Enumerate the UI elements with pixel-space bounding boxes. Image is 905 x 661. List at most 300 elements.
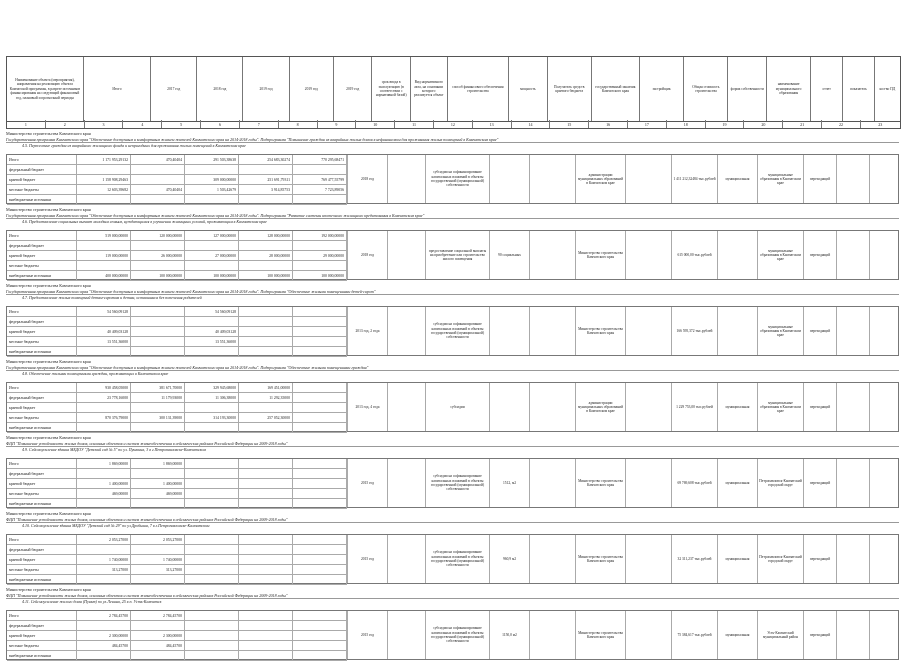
row-value: 254 683,30274: [239, 155, 293, 164]
attr-method: субсидии на софинансирование капитальных вложений в объекты государственной (муниципальной) собственности: [425, 459, 489, 507]
row-value: 769 477,55799: [293, 175, 347, 184]
column-number: 10: [356, 120, 395, 128]
row-label: краевой бюджет: [7, 555, 77, 564]
attr-empty: [869, 155, 895, 203]
row-value: [77, 165, 131, 174]
table-row: [7, 393, 347, 403]
row-value: [293, 565, 347, 574]
section-title: Министерство строительства Камчатского края: [6, 359, 91, 364]
row-value: [185, 261, 239, 270]
attr-empty: [625, 231, 671, 279]
table-row: [7, 575, 347, 585]
row-value: [185, 469, 239, 478]
row-label: краевой бюджет: [7, 631, 77, 640]
column-number: 12: [434, 120, 473, 128]
row-value: 100 000,00000: [293, 271, 347, 280]
column-number: 22: [822, 120, 861, 128]
attr-capacity: 960,9 м2: [489, 535, 529, 583]
header-col-total: Итого: [84, 57, 151, 121]
row-value: [293, 611, 347, 620]
attr-year: 2015 год: [347, 459, 387, 507]
row-value: [293, 423, 347, 432]
table-row: [7, 155, 347, 165]
row-value: [239, 195, 293, 204]
row-value: [239, 469, 293, 478]
column-number: 7: [240, 120, 279, 128]
row-value: 2 053,27000: [131, 535, 185, 544]
financing-rows: [7, 307, 347, 357]
program-title: ФЦП "Повышение устойчивости жилых домов, основных объектов и систем жизнеобеспечения в сейсмических районах Российской Федерации на 2009-2018 годы": [6, 593, 899, 599]
row-value: 1 503,42679: [185, 185, 239, 194]
row-value: 128 000,00000: [239, 231, 293, 240]
row-value: 29 000,00000: [293, 251, 347, 260]
financing-rows: [7, 611, 347, 661]
attr-empty: [836, 611, 869, 659]
row-value: 469,00000: [77, 489, 131, 498]
item-title: 4.6. Предоставление социальных выплат молодым семьям, нуждающимся в улучшении жилищных условий, проживающим в Камчатском крае: [22, 219, 267, 224]
row-value: [185, 555, 239, 564]
row-value: 381 671,70000: [131, 383, 185, 392]
attr-form: [717, 307, 757, 355]
attr-capacity: 1150,0 м2: [489, 611, 529, 659]
table-row: [7, 403, 347, 413]
row-value: 470,40404: [131, 155, 185, 164]
table-row: [7, 499, 347, 509]
row-value: [77, 651, 131, 660]
table-row: [7, 185, 347, 195]
column-number: 15: [550, 120, 589, 128]
row-value: [239, 499, 293, 508]
attr-empty: [529, 383, 575, 431]
program-title: Государственная программа Камчатского края "Обеспечение доступным и комфортным жильем жителей Камчатского края на 2014-2018 годы". Подпрограмма "Развитие системы ипотечного жилищного кредитования в Камчатском крае": [6, 213, 899, 219]
attr-capacity: 90 социальных: [489, 231, 529, 279]
header-col-2019b: 2019 год: [290, 57, 334, 121]
row-value: [185, 651, 239, 660]
row-value: [131, 651, 185, 660]
row-value: [185, 165, 239, 174]
row-value: 127 000,00000: [185, 231, 239, 240]
row-value: 329 945,68000: [185, 383, 239, 392]
row-label: Итого: [7, 307, 77, 316]
row-value: [239, 327, 293, 336]
program-title: ФЦП "Повышение устойчивости жилых домов, основных объектов и систем жизнеобеспечения в сейсмических районах Российской Федерации на 2009-2018 годы": [6, 441, 899, 447]
row-value: [239, 575, 293, 584]
row-value: 519 000,00000: [77, 231, 131, 240]
attr-extra: переходящий: [803, 535, 836, 583]
table-row: [7, 469, 347, 479]
row-value: 300 131,39000: [131, 413, 185, 422]
table-row: [7, 459, 347, 469]
attr-empty: [529, 535, 575, 583]
attr-empty: [529, 307, 575, 355]
attr-method: субсидии на софинансирование капитальных вложений в объекты государственной (муниципальной) собственности: [425, 535, 489, 583]
row-value: 27 000,00000: [185, 251, 239, 260]
financing-block: [6, 458, 899, 508]
row-value: 3 914,85753: [239, 185, 293, 194]
row-value: [239, 611, 293, 620]
row-value: [293, 641, 347, 650]
column-number-row: [6, 120, 901, 129]
column-number: 3: [85, 120, 124, 128]
attr-extra: переходящий: [803, 383, 836, 431]
column-number: 20: [744, 120, 783, 128]
row-value: 12 603,39682: [77, 185, 131, 194]
row-value: [293, 651, 347, 660]
row-value: 2 300,00000: [131, 631, 185, 640]
attr-muni: муниципальные образования в Камчатском крае: [757, 231, 803, 279]
header-col-deadline: срок ввода в эксплуатацию (в соответствии с нормативной базой): [372, 57, 411, 121]
row-value: [293, 545, 347, 554]
attr-customer: Министерство строительства Камчатского края: [575, 611, 625, 659]
row-value: [131, 261, 185, 270]
row-value: [185, 241, 239, 250]
attr-empty: [869, 231, 895, 279]
row-label: краевой бюджет: [7, 479, 77, 488]
row-value: 1 171 953,29132: [77, 155, 131, 164]
table-row: [7, 347, 347, 357]
row-value: [77, 423, 131, 432]
attr-customer: администрации муниципальных образований в Камчатском крае: [575, 383, 625, 431]
attr-method: субсидии на софинансирование капитальных вложений в объекты государственной (муниципальной) собственности: [425, 155, 489, 203]
program-title: ФЦП "Повышение устойчивости жилых домов, основных объектов и систем жизнеобеспечения в сейсмических районах Российской Федерации на 2009-2018 годы": [6, 517, 899, 523]
row-value: [293, 499, 347, 508]
table-row: [7, 261, 347, 271]
attr-empty: [836, 307, 869, 355]
attr-muni: муниципальные образования в Камчатском крае: [757, 307, 803, 355]
column-number: 17: [628, 120, 667, 128]
row-value: [185, 545, 239, 554]
attr-capacity: [489, 155, 529, 203]
attr-empty: [836, 383, 869, 431]
attr-empty: [387, 155, 425, 203]
row-label: Итого: [7, 611, 77, 620]
row-value: [239, 347, 293, 356]
row-value: [293, 459, 347, 468]
table-row: [7, 423, 347, 433]
row-value: [185, 641, 239, 650]
row-value: 26 000,00000: [131, 251, 185, 260]
attr-muni: муниципальные образования в Камчатском крае: [757, 383, 803, 431]
attr-year: 2018 год: [347, 231, 387, 279]
attr-empty: [869, 611, 895, 659]
attr-cost: 615 000,00 тыс.рублей: [671, 231, 717, 279]
row-value: [239, 631, 293, 640]
column-number: 4: [123, 120, 162, 128]
row-value: 1 400,00000: [131, 479, 185, 488]
row-value: 23 778,16000: [77, 393, 131, 402]
row-value: [185, 499, 239, 508]
table-row: [7, 327, 347, 337]
row-value: [239, 261, 293, 270]
attr-extra: переходящий: [803, 459, 836, 507]
column-number: 18: [667, 120, 706, 128]
row-value: [131, 575, 185, 584]
row-value: 1 869,00000: [77, 459, 131, 468]
row-value: [293, 479, 347, 488]
row-label: Итого: [7, 383, 77, 392]
section-title: Министерство строительства Камчатского края: [6, 511, 91, 516]
attr-extra: переходящий: [803, 155, 836, 203]
attr-muni: муниципальные образования в Камчатском крае: [757, 155, 803, 203]
section-title: Министерство строительства Камчатского края: [6, 587, 91, 592]
row-value: 291 503,38638: [185, 155, 239, 164]
row-value: [77, 545, 131, 554]
attr-customer: Министерство строительства Камчатского края: [575, 459, 625, 507]
row-value: 470,40404: [131, 185, 185, 194]
table-row: [7, 489, 347, 499]
row-value: [77, 241, 131, 250]
row-label: краевой бюджет: [7, 403, 77, 412]
attr-year: 2018 год: [347, 155, 387, 203]
attr-year: 2013 год, 4 года: [347, 383, 387, 431]
row-value: [185, 611, 239, 620]
attr-empty: [387, 231, 425, 279]
row-value: [293, 317, 347, 326]
financing-rows: [7, 535, 347, 585]
row-label: федеральный бюджет: [7, 545, 77, 554]
row-value: [185, 479, 239, 488]
attr-customer: Министерство строительства Камчатского края: [575, 307, 625, 355]
row-value: [131, 175, 185, 184]
attr-empty: [869, 383, 895, 431]
attr-cost: 1 229 753,00 тыс.рублей: [671, 383, 717, 431]
header-col-extra2: показатель: [843, 57, 875, 121]
attr-extra: переходящий: [803, 231, 836, 279]
table-row: [7, 337, 347, 347]
attr-empty: [625, 155, 671, 203]
attr-empty: [625, 383, 671, 431]
row-value: 40 409,03128: [185, 327, 239, 336]
row-value: 2 053,27000: [77, 535, 131, 544]
row-label: краевой бюджет: [7, 327, 77, 336]
row-value: [77, 469, 131, 478]
row-value: 770 295,68471: [293, 155, 347, 164]
row-value: 2 784,45700: [77, 611, 131, 620]
table-row: [7, 383, 347, 393]
attr-year: 2015 год: [347, 535, 387, 583]
row-value: [239, 307, 293, 316]
row-label: федеральный бюджет: [7, 393, 77, 402]
row-label: внебюджетные источники: [7, 575, 77, 584]
attr-form: [717, 231, 757, 279]
row-value: [293, 327, 347, 336]
financing-block: [6, 534, 899, 584]
section-title: Министерство строительства Камчатского края: [6, 207, 91, 212]
header-col-2019c: 2019 год: [334, 57, 373, 121]
row-value: [131, 469, 185, 478]
row-value: [185, 403, 239, 412]
header-col-name: Наименование объекта (мероприятия), направления на реализацию объекта Камчатской программы, в разрезе источников финансирования на следующий финансовый год, плановый и прогнозный периоды: [7, 57, 84, 121]
financing-block: [6, 154, 899, 204]
row-label: местные бюджеты: [7, 565, 77, 574]
program-title: Государственная программа Камчатского края "Обеспечение доступным и комфортным жильем жителей Камчатского края на 2014-2018 годы". Подпрограмма "Обеспечение жилыми помещениями детей-сирот": [6, 289, 899, 295]
row-label: федеральный бюджет: [7, 241, 77, 250]
header-col-recipient: Получатель средств краевого бюджета: [548, 57, 592, 121]
attr-empty: [836, 155, 869, 203]
row-label: местные бюджеты: [7, 489, 77, 498]
row-value: [293, 413, 347, 422]
table-row: [7, 621, 347, 631]
row-value: 119 000,00000: [77, 251, 131, 260]
object-attributes: [347, 459, 898, 507]
row-value: [239, 423, 293, 432]
row-value: 54 560,09128: [185, 307, 239, 316]
row-value: [239, 545, 293, 554]
financing-rows: [7, 459, 347, 509]
row-label: местные бюджеты: [7, 413, 77, 422]
row-value: [131, 347, 185, 356]
column-number: 5: [162, 120, 201, 128]
row-value: [293, 261, 347, 270]
row-value: [131, 337, 185, 346]
row-value: [131, 423, 185, 432]
row-value: [293, 337, 347, 346]
table-row: [7, 195, 347, 205]
row-value: [185, 459, 239, 468]
row-value: 100 000,00000: [239, 271, 293, 280]
column-number: 6: [201, 120, 240, 128]
row-value: [239, 621, 293, 630]
row-label: Итого: [7, 535, 77, 544]
header-col-dev: застройщик: [640, 57, 684, 121]
row-value: 2 300,00000: [77, 631, 131, 640]
row-value: [239, 403, 293, 412]
financing-rows: [7, 155, 347, 205]
column-number: 1: [7, 120, 46, 128]
row-value: [239, 489, 293, 498]
attr-empty: [836, 535, 869, 583]
row-label: внебюджетные источники: [7, 499, 77, 508]
row-value: [185, 423, 239, 432]
column-number: 13: [473, 120, 512, 128]
financing-rows: [7, 231, 347, 281]
attr-customer: администрации муниципальных образований в Камчатском крае: [575, 155, 625, 203]
object-attributes: [347, 231, 898, 279]
row-label: федеральный бюджет: [7, 621, 77, 630]
table-row: [7, 241, 347, 251]
attr-empty: [625, 535, 671, 583]
table-row: [7, 611, 347, 621]
row-value: [131, 403, 185, 412]
section-title: Министерство строительства Камчатского края: [6, 435, 91, 440]
row-value: [293, 347, 347, 356]
object-attributes: [347, 535, 898, 583]
header-col-2019: 2019 год: [243, 57, 289, 121]
row-value: [239, 337, 293, 346]
item-title: 4.11. Сейсмоусиление жилого дома (Пункт) по ул.Ленина, 25 в п. Усть-Камчатск: [22, 599, 162, 604]
row-value: 313,27000: [131, 565, 185, 574]
attr-empty: [625, 611, 671, 659]
program-title: Государственная программа Камчатского края "Обеспечение доступным и комфортным жильем жителей Камчатского края на 2014-2018 годы". Подпрограмма "Обеспечение жилыми помещениями граждан": [6, 365, 899, 371]
attr-customer: Министерство строительства Камчатского края: [575, 535, 625, 583]
row-value: [185, 347, 239, 356]
row-label: внебюджетные источники: [7, 271, 77, 280]
row-value: [239, 317, 293, 326]
column-number: 21: [783, 120, 822, 128]
attr-empty: [387, 307, 425, 355]
row-value: 314 193,30000: [185, 413, 239, 422]
row-value: 54 560,09128: [77, 307, 131, 316]
attr-capacity: [489, 307, 529, 355]
attr-empty: [869, 307, 895, 355]
row-value: 257 052,30000: [239, 413, 293, 422]
row-label: внебюджетные источники: [7, 651, 77, 660]
attr-customer: Министерство строительства Камчатского края: [575, 231, 625, 279]
row-value: 313,27000: [77, 565, 131, 574]
row-value: 11 292,35000: [239, 393, 293, 402]
column-number: 14: [512, 120, 551, 128]
attr-cost: 69 769,608 тыс.рублей: [671, 459, 717, 507]
row-value: [293, 555, 347, 564]
header-col-muni: наименование муниципального образования: [767, 57, 811, 121]
row-value: [131, 545, 185, 554]
table-row: [7, 535, 347, 545]
row-value: [293, 393, 347, 402]
attr-year: 2015 год: [347, 611, 387, 659]
item-title: 4.8. Обеспечение жилыми помещениями граждан, проживающих в Камчатском крае: [22, 371, 169, 376]
object-attributes: [347, 155, 898, 203]
row-value: 11 179,93000: [131, 393, 185, 402]
row-value: 870 376,79000: [77, 413, 131, 422]
financing-block: [6, 306, 899, 356]
table-row: [7, 165, 347, 175]
row-value: [185, 317, 239, 326]
row-value: 2 784,45700: [131, 611, 185, 620]
row-label: Итого: [7, 459, 77, 468]
attr-capacity: 1512, м2: [489, 459, 529, 507]
row-label: внебюджетные источники: [7, 195, 77, 204]
row-value: [77, 575, 131, 584]
attr-capacity: [489, 383, 529, 431]
row-value: 1 400,00000: [77, 479, 131, 488]
header-col-customer: государственный заказчик Камчатского края: [592, 57, 640, 121]
row-label: Итого: [7, 231, 77, 240]
attr-empty: [625, 459, 671, 507]
attr-form: муниципальная: [717, 459, 757, 507]
attr-empty: [387, 535, 425, 583]
header-col-extra1: отчет: [811, 57, 843, 121]
row-value: [293, 403, 347, 412]
row-value: 484,45700: [131, 641, 185, 650]
financing-block: [6, 382, 899, 432]
attr-cost: 75 384,617 тыс.рублей: [671, 611, 717, 659]
table-row: [7, 175, 347, 185]
attr-empty: [625, 307, 671, 355]
attr-empty: [529, 155, 575, 203]
row-value: 40 409,03128: [77, 327, 131, 336]
row-label: местные бюджеты: [7, 337, 77, 346]
attr-empty: [387, 383, 425, 431]
section-title: Министерство строительства Камчатского края: [6, 283, 91, 288]
column-number: 8: [279, 120, 318, 128]
header-col-capacity: мощность: [509, 57, 548, 121]
header-col-extra3: кол-во ПД: [879, 86, 896, 91]
row-value: 100 000,00000: [185, 271, 239, 280]
attr-empty: [836, 459, 869, 507]
row-value: [293, 631, 347, 640]
row-value: 28 000,00000: [239, 251, 293, 260]
row-value: 1 740,00000: [77, 555, 131, 564]
attr-muni: Петропавловск-Камчатский городской округ: [757, 535, 803, 583]
attr-empty: [529, 459, 575, 507]
row-value: [185, 575, 239, 584]
financing-block: [6, 610, 899, 660]
table-row: [7, 231, 347, 241]
column-number: 9: [318, 120, 357, 128]
item-title: 4.10. Сейсмоусиление здания МБДОУ "Детский сад № 29" по ул.Дробыша, 7 в г.Петропавловске-Камчатском: [22, 523, 210, 528]
column-number: 16: [589, 120, 628, 128]
row-value: 11 306,38000: [185, 393, 239, 402]
